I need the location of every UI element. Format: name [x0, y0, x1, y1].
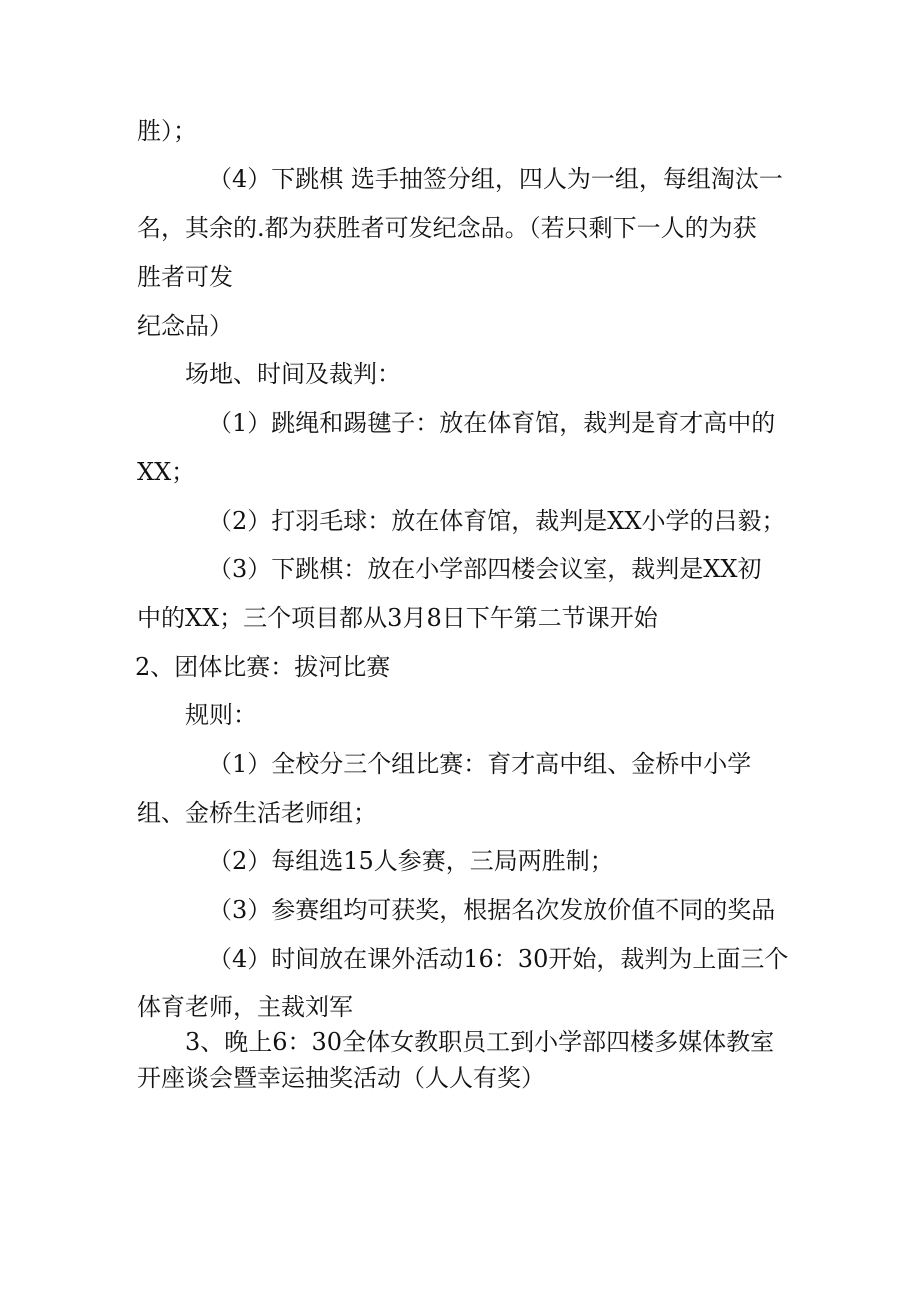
text-line: 开座谈会暨幸运抽奖活动（人人有奖） [137, 1064, 545, 1092]
text-line: （2）每组选15人参赛，三局两胜制； [208, 847, 614, 875]
text-line: 中的XX；三个项目都从3月8日下午第二节课开始 [137, 604, 658, 632]
section-heading: 2、团体比赛：拔河比赛 [135, 653, 391, 681]
text-line: （3）下跳棋：放在小学部四楼会议室，裁判是XX初 [208, 555, 762, 583]
text-line: XX； [137, 458, 196, 486]
text-line: 胜者可发 [137, 263, 233, 291]
text-line: （4）下跳棋 选手抽签分组，四人为一组，每组淘汰一 [208, 165, 783, 193]
text-line: 纪念品） [137, 312, 233, 340]
section-heading: 场地、时间及裁判： [185, 360, 401, 388]
section-heading: 3、晚上6：30全体女教职员工到小学部四楼多媒体教室 [185, 1028, 775, 1056]
text-line: 体育老师，主裁刘军 [137, 993, 353, 1021]
text-line: 胜）； [137, 117, 197, 145]
text-line: （3）参赛组均可获奖，根据名次发放价值不同的奖品 [208, 896, 776, 924]
text-line: 组、金桥生活老师组； [137, 799, 377, 827]
text-line: 名，其余的.都为获胜者可发纪念品。（若只剩下一人的为获 [137, 214, 757, 242]
text-line: （2）打羽毛球：放在体育馆，裁判是XX小学的吕毅； [208, 507, 786, 535]
text-line: （1）全校分三个组比赛：育才高中组、金桥中小学 [208, 750, 752, 778]
text-line: （4）时间放在课外活动16：30开始，裁判为上面三个 [208, 945, 789, 973]
text-line: （1）跳绳和踢毽子：放在体育馆，裁判是育才高中的 [208, 409, 776, 437]
section-heading: 规则： [185, 701, 257, 729]
